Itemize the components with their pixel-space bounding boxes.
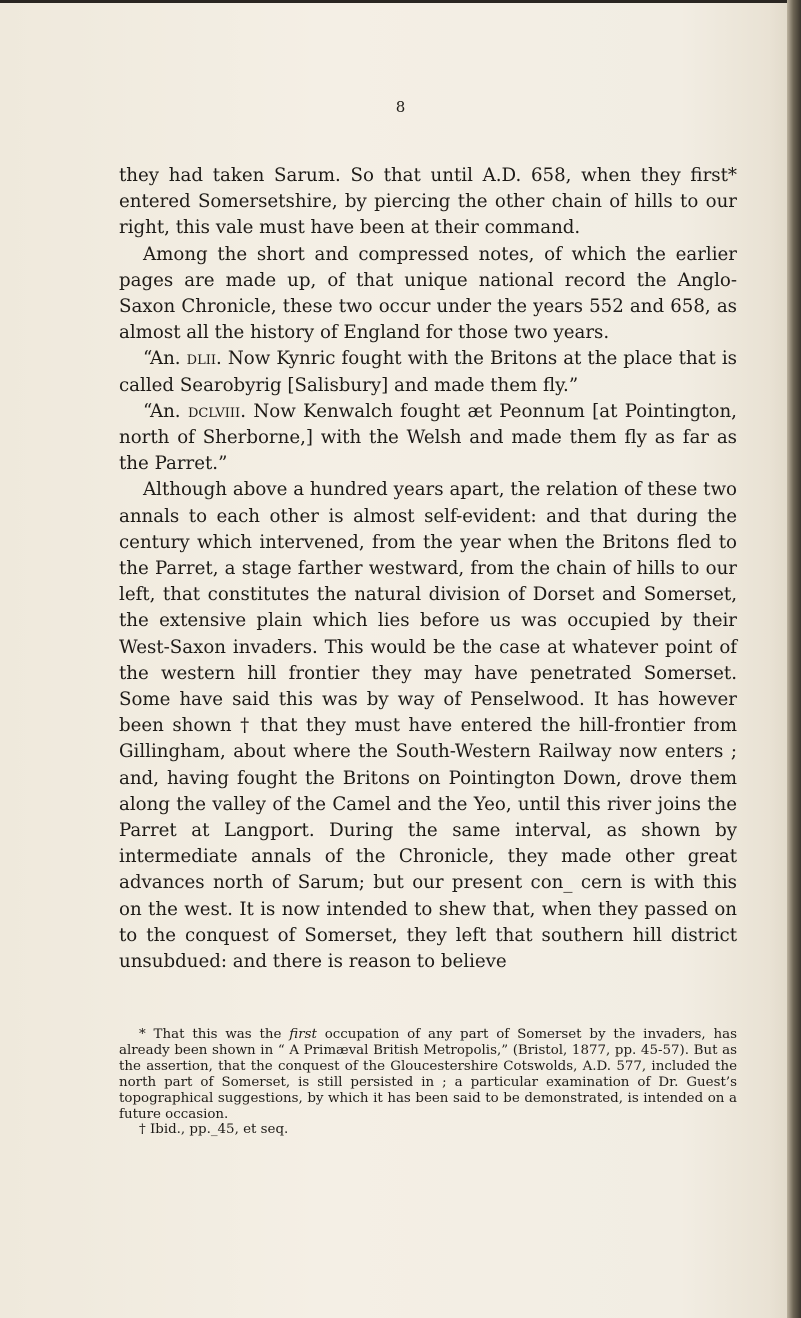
annal-text: Now Kynric fought with the Britons at the place that is called Searobyrig [Salisbury] and made them fly.”	[119, 348, 737, 396]
paragraph-2: Among the short and compressed notes, of which the earlier pages are made up, of that unique national record the Anglo-Saxon Chronicle, these two occur under the years 552 and 658, as almost all the history of England for those two years.	[119, 243, 737, 344]
page-number: 8	[395, 98, 406, 116]
top-border-line	[0, 0, 801, 3]
annal-prefix: “An.	[143, 348, 181, 370]
main-paragraph: Although above a hundred years apart, the relation of these two annals to each other is almost self-evident: and that during the century which intervened, from the year when the Britons fled to the Parret, a stage farther westward, from the chain of hills to our left, that constitutes the natural division of Dorset and Somerset, the extensive plain which lies before us was occupied by their West-Saxon invaders. This would be the case at whatever point of the western hill frontier they may have penetrated Somerset. Some have said this was by way of Penselwood. It has however been shown † that they must have entered the hill-frontier from Gillingham, about where the South-Western Railway now enters ; and, having fought the Britons on Pointington Down, drove them along the valley of the Camel and the Yeo, until this river joins the Parret at Langport. During the same interval, as shown by intermediate annals of the Chronicle, they made other great advances north of Sarum; but our present con_ cern is with this on the west. It is now intended to shew that, when they passed on to the conquest of Somerset, they left that southern hill district unsubdued: and there is reason to believe	[119, 479, 737, 973]
annal-numeral: dclviii.	[187, 400, 246, 422]
annal-prefix: “An.	[143, 400, 181, 422]
page-edge-shadow	[787, 0, 801, 1318]
footnotes	[119, 1027, 737, 1138]
footnote-2: † Ibid., pp._45, et seq.	[139, 1122, 289, 1138]
body-text	[119, 163, 737, 975]
footnote-1-emphasis: first	[289, 1027, 317, 1042]
paragraph-1: they had taken Sarum. So that until A.D. 658, when they first* entered Somersetshire, by piercing the other chain of hills to our right, this vale must have been at their command.	[119, 165, 737, 239]
annal-text: Now Kenwalch fought æt Peonnum [at Pointington, north of Sherborne,] with the Welsh and made them fly as far as the Parret.”	[119, 400, 737, 475]
footnote-1-after: occupation of any part of Somerset by the invaders, has already been shown in “ A Primæval British Metropolis,” (Bristol, 1877, pp. 45-57). But as the assertion, that the conquest of the Gloucestershire Cotswolds, A.D. 577, included the north part of Somerset, is still persisted in ; a particular examination of Dr. Guest’s topographical suggestions, by which it has been said to be demonstrated, is intended on a future occasion.	[119, 1027, 737, 1122]
annal-numeral: dlii.	[186, 348, 222, 370]
footnote-1	[119, 1027, 737, 1122]
annal-658	[119, 399, 737, 478]
annal-552	[119, 346, 737, 398]
footnote-1-before: * That this was the	[139, 1027, 282, 1042]
